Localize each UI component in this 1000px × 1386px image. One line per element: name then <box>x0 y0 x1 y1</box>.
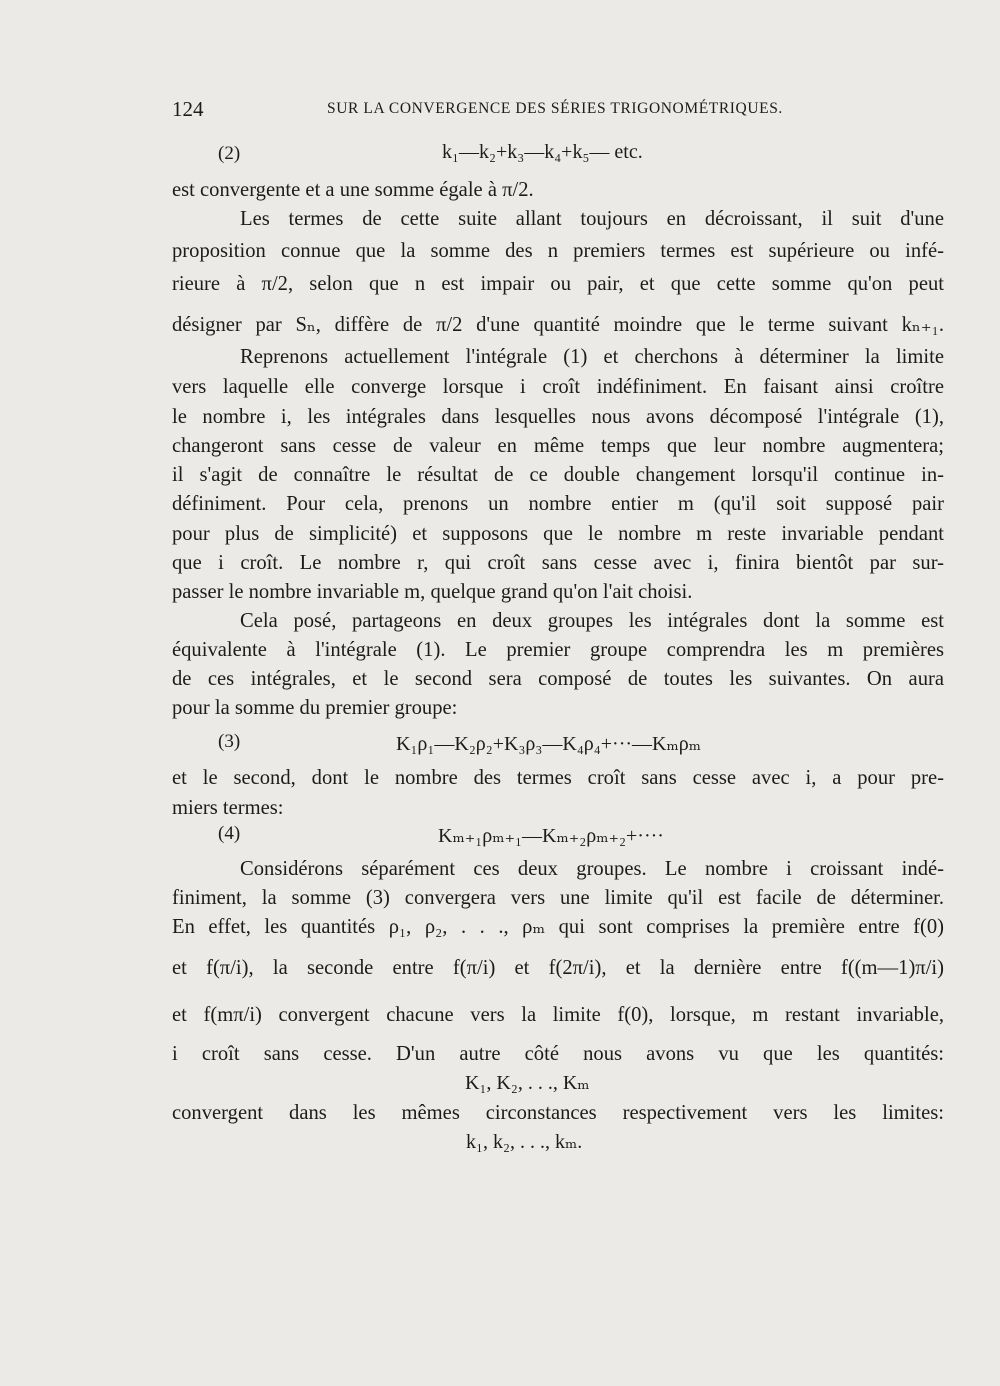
limits-k-list: k₁, k₂, . . ., kₘ. <box>466 1131 583 1153</box>
text-line-21: Considérons séparément ces deux groupes. Le nombre i croissant indé- <box>240 858 944 880</box>
page-number: 124 <box>172 97 204 121</box>
text-line-9: changeront sans cesse de valeur en même temps que leur nombre augmentera; <box>172 435 944 457</box>
text-line-17: de ces intégrales, et le second sera composé de toutes les suivantes. On aura <box>172 668 944 690</box>
text-line-18: pour la somme du premier groupe: <box>172 697 458 719</box>
text-line-4: rieure à π/2, selon que n est impair ou pair, et que cette somme qu'on peut <box>172 273 944 295</box>
text-line-20: miers termes: <box>172 797 284 819</box>
page-header <box>172 97 944 127</box>
text-line-25: et f(mπ/i) convergent chacune vers la limite f(0), lorsque, m restant invariable, <box>172 1004 944 1026</box>
text-line-27: convergent dans les mêmes circonstances respectivement vers les limites: <box>172 1102 944 1124</box>
text-line-19: et le second, dont le nombre des termes croît sans cesse avec i, a pour pre- <box>172 767 944 789</box>
limits-K-list: K₁, K₂, . . ., Kₘ <box>465 1072 590 1094</box>
equation-4-label: (4) <box>218 823 241 844</box>
text-line-6: Reprenons actuellement l'intégrale (1) et cherchons à déterminer la limite <box>240 346 944 368</box>
text-line-24: et f(π/i), la seconde entre f(π/i) et f(2π/i), et la dernière entre f((m—1)π/i) <box>172 957 944 979</box>
equation-4: Kₘ₊₁ρₘ₊₁—Kₘ₊₂ρₘ₊₂+···· <box>438 825 664 847</box>
text-line-1: est convergente et a une somme égale à π/2. <box>172 179 534 201</box>
text-line-12: pour plus de simplicité) et supposons que le nombre m reste invariable pendant <box>172 523 944 545</box>
text-line-26: i croît sans cesse. D'un autre côté nous avons vu que les quantités: <box>172 1043 944 1065</box>
equation-2-label: (2) <box>218 143 241 164</box>
text-line-5: désigner par Sₙ, diffère de π/2 d'une quantité moindre que le terme suivant kₙ₊₁. <box>172 314 944 336</box>
text-line-2: Les termes de cette suite allant toujours en décroissant, il suit d'une <box>240 208 944 230</box>
equation-3-label: (3) <box>218 731 241 752</box>
text-line-14: passer le nombre invariable m, quelque grand qu'on l'ait choisi. <box>172 581 693 603</box>
equation-2: k₁—k₂+k₃—k₄+k₅— etc. <box>442 141 643 163</box>
text-line-8: le nombre i, les intégrales dans lesquelles nous avons décomposé l'intégrale (1), <box>172 406 944 428</box>
text-line-3: proposition connue que la somme des n premiers termes est supérieure ou infé- <box>172 240 944 262</box>
text-line-7: vers laquelle elle converge lorsque i croît indéfiniment. En faisant ainsi croître <box>172 376 944 398</box>
text-line-10: il s'agit de connaître le résultat de ce double changement lorsqu'il continue in- <box>172 464 944 486</box>
text-line-11: définiment. Pour cela, prenons un nombre entier m (qu'il soit supposé pair <box>172 493 944 515</box>
text-line-22: finiment, la somme (3) convergera vers une limite qu'il est facile de déterminer. <box>172 887 944 909</box>
text-line-23: En effet, les quantités ρ₁, ρ₂, . . ., ρₘ qui sont comprises la première entre f(0) <box>172 916 944 938</box>
equation-3: K₁ρ₁—K₂ρ₂+K₃ρ₃—K₄ρ₄+···—Kₘρₘ <box>396 733 701 755</box>
text-line-13: que i croît. Le nombre r, qui croît sans cesse avec i, finira bientôt par sur- <box>172 552 944 574</box>
running-title: SUR LA CONVERGENCE DES SÉRIES TRIGONOMÉTRIQUES. <box>327 100 783 117</box>
text-line-16: équivalente à l'intégrale (1). Le premier groupe comprendra les m premières <box>172 639 944 661</box>
text-line-15: Cela posé, partageons en deux groupes les intégrales dont la somme est <box>240 610 944 632</box>
